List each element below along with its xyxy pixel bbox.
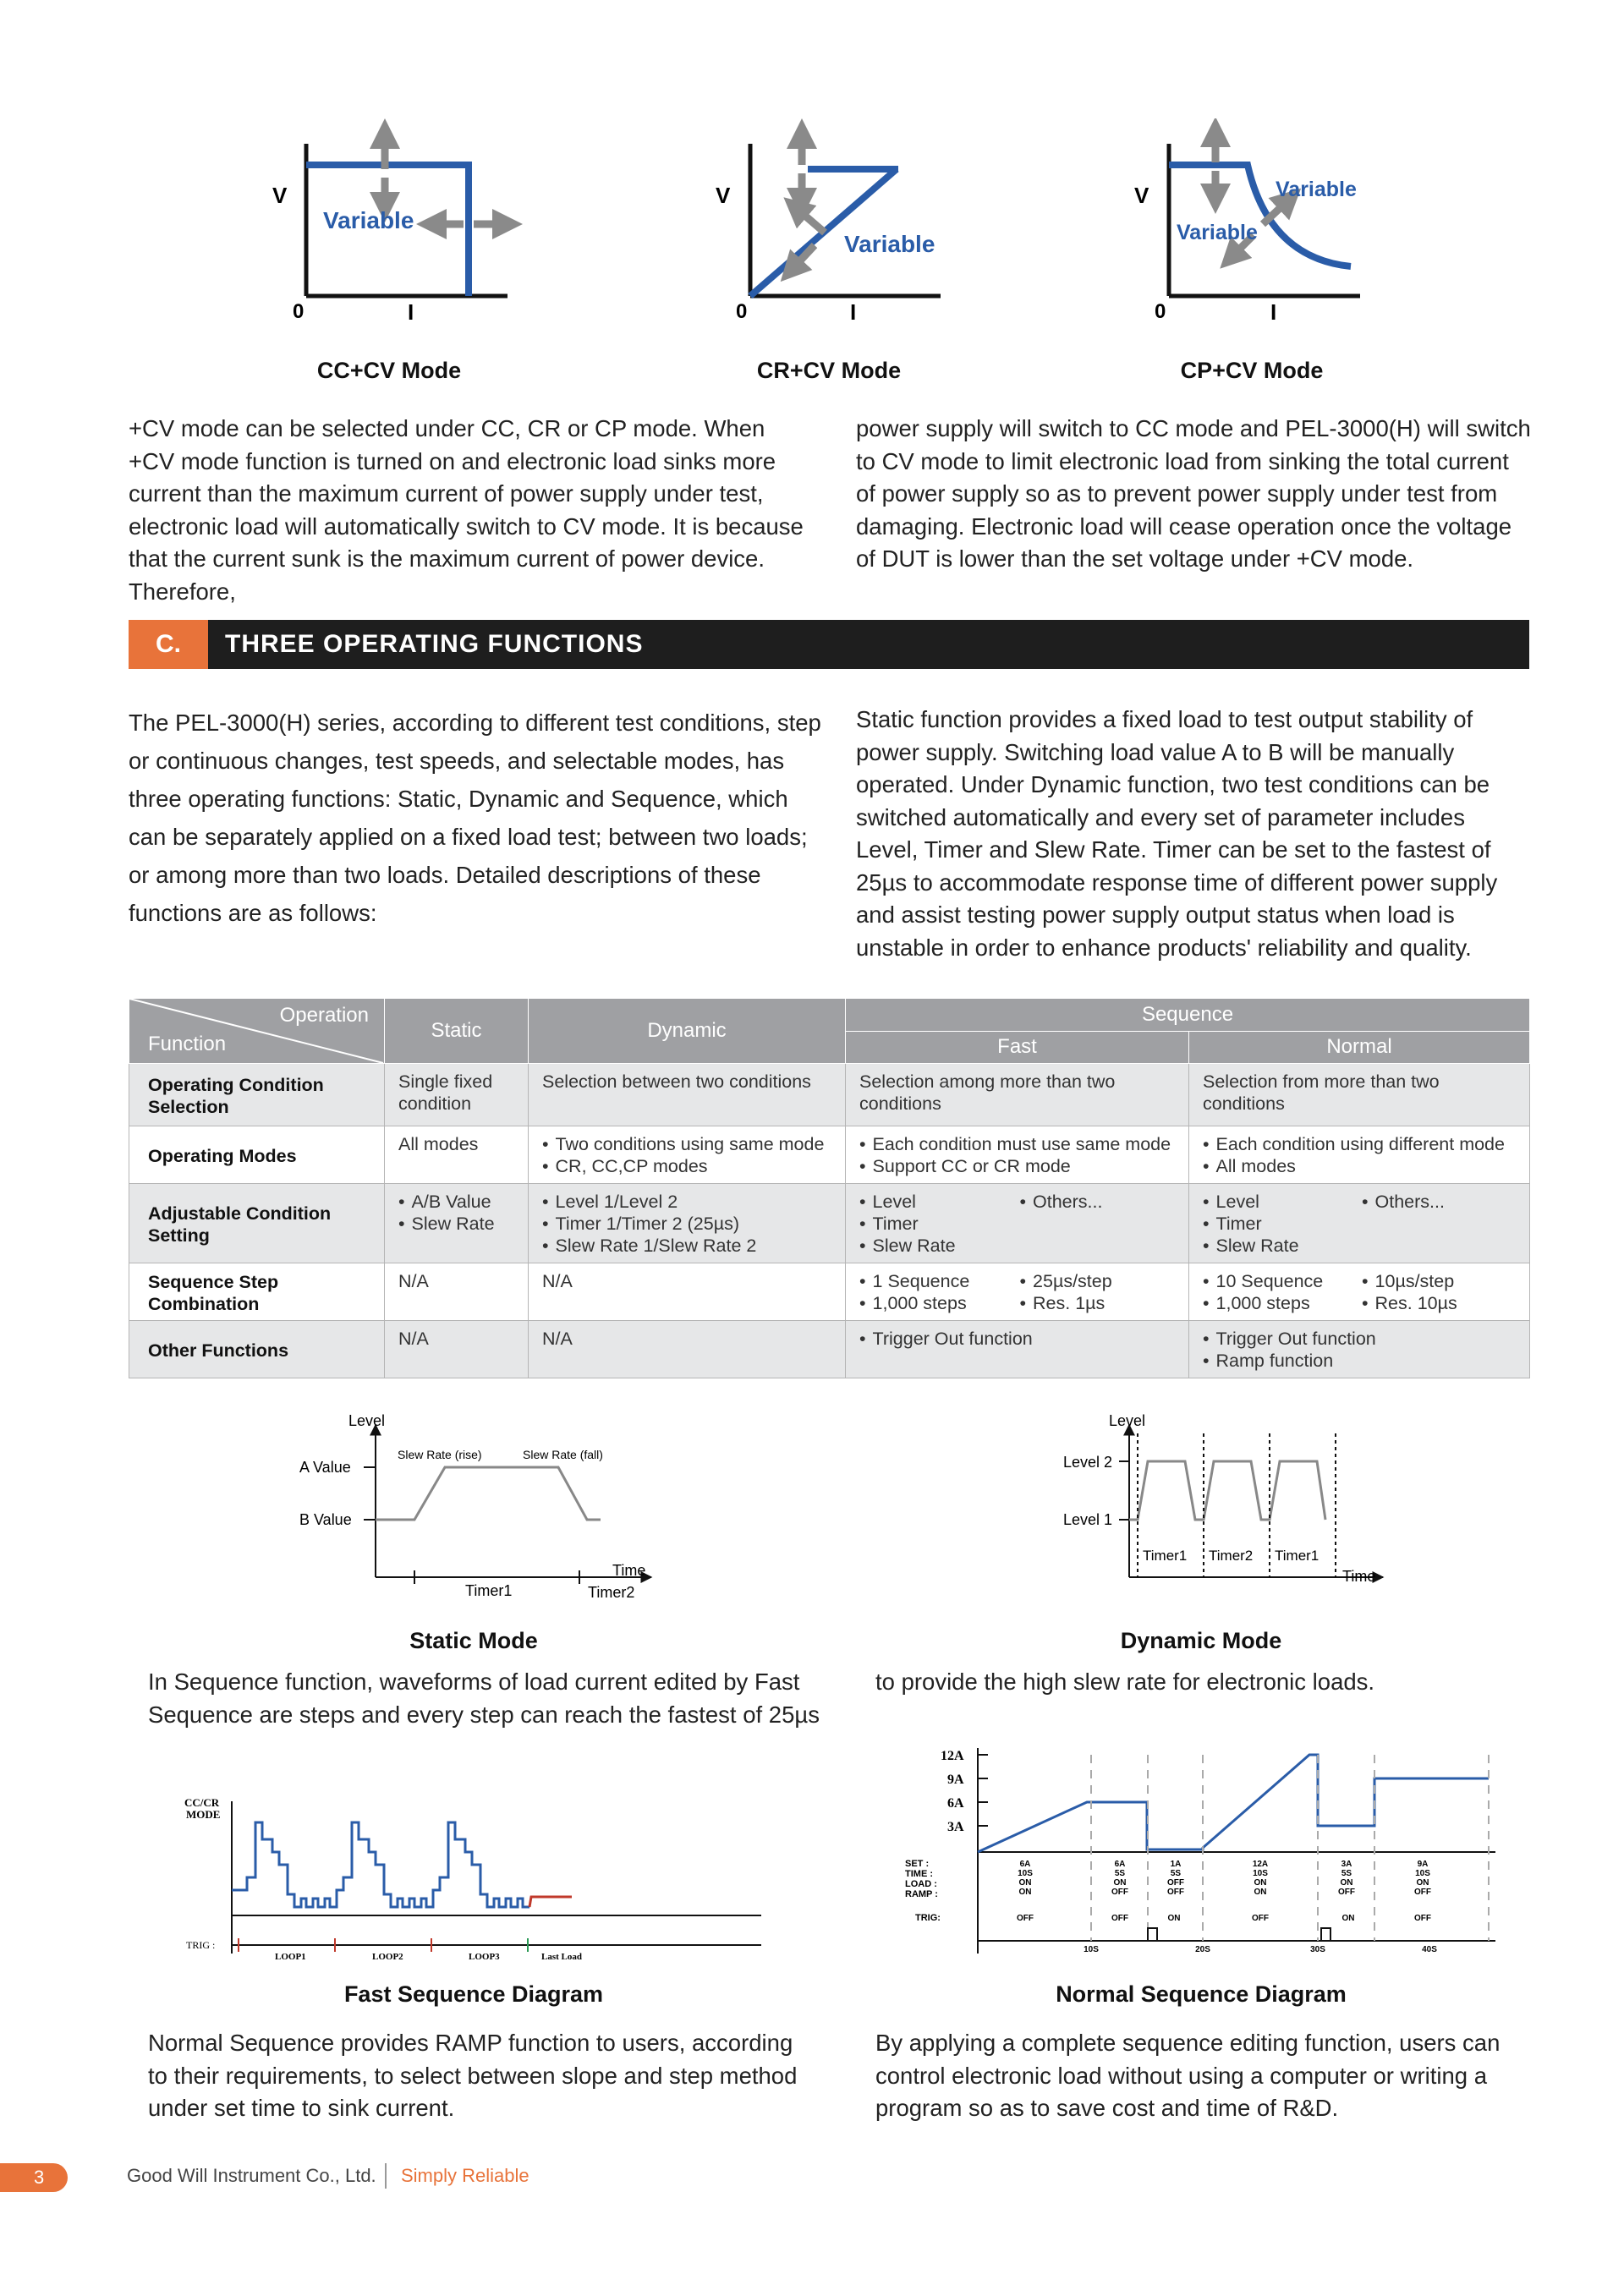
row-function-label: Operating Condition Selection — [129, 1064, 385, 1126]
cell-normal — [1189, 1184, 1530, 1263]
cell-dynamic — [529, 1126, 846, 1184]
cell-normal: Selection from more than two conditions — [1189, 1064, 1530, 1126]
list-item: • CR, CC,CP modes — [542, 1155, 837, 1177]
list-item: • Support CC or CR mode — [859, 1155, 1180, 1177]
cell-fast — [846, 1321, 1189, 1378]
closing-text-left-body: Normal Sequence provides RAMP function to users, according to their requirements, to select between slope and step method under set time to sink current. — [148, 2030, 798, 2121]
level2-label: Level 2 — [1063, 1454, 1113, 1471]
row-label: RAMP : — [905, 1889, 938, 1899]
cell-normal — [1189, 1263, 1530, 1321]
list-item: • All modes — [1203, 1155, 1521, 1177]
functions-text-right — [856, 704, 1533, 964]
dynamic-mode-title: Dynamic Mode — [1120, 1628, 1282, 1653]
list-item: • Others... — [1362, 1191, 1521, 1213]
time-axis-label: Time — [612, 1562, 646, 1579]
timer-label: Timer2 — [1209, 1548, 1254, 1564]
list-item: • 25µs/step — [1020, 1270, 1181, 1292]
row-function-label: Sequence Step Combination — [129, 1263, 385, 1321]
seq-cell: 6A — [1114, 1860, 1126, 1869]
seq-cell: OFF — [1338, 1888, 1355, 1897]
loop-label: LOOP3 — [469, 1952, 500, 1962]
seq-cell: 3A — [1341, 1860, 1352, 1869]
i-axis-label: I — [850, 299, 857, 325]
function-comparison-table — [129, 998, 1530, 1378]
row-label: SET : — [905, 1859, 930, 1869]
row-function-label: Operating Modes — [129, 1126, 385, 1184]
level-axis-label: Level — [1109, 1412, 1146, 1429]
list-item: • Slew Rate — [398, 1213, 519, 1235]
i-axis-label: I — [408, 299, 414, 325]
list-item: • Res. 1µs — [1020, 1292, 1181, 1314]
footer-tagline: Simply Reliable — [401, 2165, 529, 2186]
mode-label: CC/CR — [184, 1796, 220, 1809]
cv-text-left — [129, 413, 814, 608]
corner-operation-label: Operation — [279, 1004, 369, 1027]
list-item: • Ramp function — [1203, 1350, 1521, 1372]
col-header-normal: Normal — [1189, 1031, 1530, 1064]
trig-label: TRIG : — [186, 1939, 216, 1951]
section-header — [129, 620, 1529, 669]
list-item: • Timer 1/Timer 2 (25µs) — [542, 1213, 837, 1235]
list-item: • A/B Value — [398, 1191, 519, 1213]
cr-cv-mode-title: CR+CV Mode — [756, 358, 902, 383]
cell-fast — [846, 1263, 1189, 1321]
list-item: • Two conditions using same mode — [542, 1133, 837, 1155]
level1-label: Level 1 — [1063, 1511, 1113, 1528]
static-mode-title: Static Mode — [409, 1628, 538, 1653]
list-item: • Each condition using different mode — [1203, 1133, 1521, 1155]
cell-static: Single fixed condition — [385, 1064, 529, 1126]
table-row — [129, 1064, 1530, 1126]
v-axis-label: V — [272, 183, 288, 208]
fast-sequence-title: Fast Sequence Diagram — [343, 1981, 604, 2007]
sequence-text-right — [875, 1666, 1535, 1699]
normal-sequence-diagram — [897, 1738, 1506, 1958]
slew-rise-label: Slew Rate (rise) — [398, 1448, 482, 1461]
list-item: • Timer — [859, 1213, 1020, 1235]
footer-company: Good Will Instrument Co., Ltd. — [127, 2165, 376, 2186]
table-row — [129, 1263, 1530, 1321]
dynamic-mode-diagram — [1011, 1408, 1400, 1603]
cv-text-left-body: +CV mode can be selected under CC, CR or CP mode. When +CV mode function is turned on and electronic load sinks more current than the maximum current of power supply under test, electronic load will automatically switch to CV mode. It is because that the current sunk is the maximum current of power device. Therefore, — [129, 415, 804, 605]
b-value-label: B Value — [299, 1511, 352, 1528]
variable-label-upper: Variable — [1276, 178, 1357, 201]
seq-cell: OFF — [1111, 1888, 1128, 1897]
static-mode-diagram — [288, 1408, 677, 1603]
sequence-text-left — [148, 1666, 825, 1731]
list-item: • Res. 10µs — [1362, 1292, 1521, 1314]
list-item: • 10 Sequence — [1203, 1270, 1362, 1292]
functions-text-left-body: The PEL-3000(H) series, according to different test conditions, step or continuous changes, test speeds, and selectable modes, has three operating functions: Static, Dynamic and Sequence, which can be separately applied on a fixed load test; between two loads; or among more than two loads. Detailed descriptions of these functions are as follows: — [129, 710, 821, 926]
row-label: TRIG: — [915, 1913, 941, 1923]
list-item: • Level — [859, 1191, 1020, 1213]
table-row — [129, 1126, 1530, 1184]
footer-divider — [385, 2163, 387, 2189]
y-tick: 6A — [947, 1796, 964, 1811]
x-tick: 30S — [1310, 1945, 1325, 1954]
timer-label: Timer1 — [1143, 1548, 1188, 1564]
seq-cell: 5S — [1170, 1869, 1182, 1878]
seq-cell: OFF — [1167, 1888, 1184, 1897]
cell-fast — [846, 1184, 1189, 1263]
col-header-static: Static — [385, 999, 529, 1064]
timer2-label: Timer2 — [588, 1584, 635, 1601]
corner-function-label: Function — [148, 1033, 227, 1055]
cp-cv-mode-title: CP+CV Mode — [1180, 358, 1324, 383]
list-item: • Level — [1203, 1191, 1362, 1213]
cv-text-right — [856, 413, 1533, 576]
row-label: TIME : — [905, 1869, 933, 1879]
seq-cell: 10S — [1018, 1869, 1033, 1878]
cell-dynamic: N/A — [529, 1263, 846, 1321]
seq-cell: 9A — [1417, 1860, 1429, 1869]
cell-static: N/A — [385, 1321, 529, 1378]
seq-cell: ON — [1254, 1888, 1267, 1897]
slew-fall-label: Slew Rate (fall) — [523, 1448, 603, 1461]
list-item: • Each condition must use same mode — [859, 1133, 1180, 1155]
cell-static — [385, 1184, 529, 1263]
seq-cell: OFF — [1414, 1914, 1431, 1923]
cell-fast — [846, 1126, 1189, 1184]
fast-sequence-diagram — [178, 1784, 787, 1962]
list-item: • Slew Rate 1/Slew Rate 2 — [542, 1235, 837, 1257]
cell-static: N/A — [385, 1263, 529, 1321]
closing-text-right — [875, 2027, 1535, 2125]
list-item: • Trigger Out function — [1203, 1328, 1521, 1350]
sequence-text-right-body: to provide the high slew rate for electronic loads. — [875, 1669, 1375, 1695]
seq-cell: OFF — [1111, 1914, 1128, 1923]
section-title: THREE OPERATING FUNCTIONS — [225, 630, 644, 658]
list-item: • Slew Rate — [859, 1235, 1020, 1257]
a-value-label: A Value — [299, 1459, 351, 1476]
list-item: • 1 Sequence — [859, 1270, 1020, 1292]
seq-cell: OFF — [1252, 1914, 1269, 1923]
functions-text-left — [129, 704, 831, 932]
loop-label: Last Load — [541, 1952, 582, 1962]
x-tick: 40S — [1422, 1945, 1437, 1954]
page-number: 3 — [0, 2163, 68, 2192]
seq-cell: 6A — [1019, 1860, 1031, 1869]
y-tick: 9A — [947, 1773, 964, 1787]
time-axis-label: Time — [1342, 1568, 1376, 1585]
x-tick: 10S — [1084, 1945, 1099, 1954]
variable-label-lower: Variable — [1177, 221, 1258, 244]
col-header-fast: Fast — [846, 1031, 1189, 1064]
list-item: • Slew Rate — [1203, 1235, 1362, 1257]
sequence-text-left-body: In Sequence function, waveforms of load current edited by Fast Sequence are steps and every step can reach the fastest of 25µs — [148, 1669, 820, 1728]
v-axis-label: V — [716, 183, 731, 208]
seq-cell: 10S — [1253, 1869, 1268, 1878]
variable-label: Variable — [323, 207, 414, 233]
timer-label: Timer1 — [1275, 1548, 1320, 1564]
seq-cell: ON — [1416, 1878, 1429, 1888]
seq-cell: 5S — [1114, 1869, 1126, 1878]
cc-cv-mode-title: CC+CV Mode — [316, 358, 462, 383]
section-letter: C. — [129, 620, 208, 669]
origin-label: 0 — [293, 300, 304, 323]
row-function-label: Other Functions — [129, 1321, 385, 1378]
list-item: • 1,000 steps — [1203, 1292, 1362, 1314]
loop-label: LOOP1 — [275, 1952, 306, 1962]
seq-cell: ON — [1340, 1878, 1353, 1888]
seq-cell: ON — [1113, 1878, 1127, 1888]
cv-text-right-body: power supply will switch to CC mode and PEL-3000(H) will switch to CV mode to limit electronic load from sinking the total current of power supply so as to prevent power supply under test from damaging. Electronic load will cease operation once the voltage of DUT is lower than the set voltage under +CV mode. — [856, 415, 1531, 572]
table-row — [129, 1321, 1530, 1378]
i-axis-label: I — [1270, 299, 1277, 325]
cell-normal — [1189, 1126, 1530, 1184]
seq-cell: OFF — [1167, 1878, 1184, 1888]
seq-cell: ON — [1018, 1878, 1032, 1888]
x-tick: 20S — [1195, 1945, 1210, 1954]
seq-cell: 10S — [1415, 1869, 1430, 1878]
origin-label: 0 — [1155, 300, 1166, 323]
seq-cell: OFF — [1414, 1888, 1431, 1897]
cell-dynamic — [529, 1184, 846, 1263]
functions-text-right-body: Static function provides a fixed load to test output stability of power supply. Switching load value A to B will be manually operated. Under Dynamic function, two test conditions can be switched automatically and every set of parameter includes Level, Timer and Slew Rate. Timer can be set to the fastest of 25µs to accommodate response time of different power supply and assist testing power supply output status when load is unstable in order to enhance products' reliability and quality. — [856, 706, 1498, 961]
cp-cv-mode-diagram — [1121, 118, 1391, 338]
seq-cell: ON — [1167, 1914, 1181, 1923]
col-header-dynamic: Dynamic — [529, 999, 846, 1064]
closing-text-right-body: By applying a complete sequence editing function, users can control electronic load without using a computer or writing a program so as to save cost and time of R&D. — [875, 2030, 1501, 2121]
list-item: • Level 1/Level 2 — [542, 1191, 837, 1213]
col-header-sequence: Sequence — [846, 999, 1530, 1032]
mode-label: MODE — [186, 1808, 221, 1821]
table-corner-header — [129, 999, 385, 1064]
loop-label: LOOP2 — [372, 1952, 403, 1962]
seq-cell: 5S — [1341, 1869, 1352, 1878]
cell-fast: Selection among more than two conditions — [846, 1064, 1189, 1126]
timer1-label: Timer1 — [465, 1582, 513, 1599]
y-tick: 12A — [941, 1749, 964, 1763]
cell-normal — [1189, 1321, 1530, 1378]
seq-cell: ON — [1018, 1888, 1032, 1897]
list-item: • Trigger Out function — [859, 1328, 1180, 1350]
cr-cv-mode-diagram — [702, 118, 973, 338]
v-axis-label: V — [1134, 183, 1149, 208]
list-item: • Timer — [1203, 1213, 1362, 1235]
cell-static: All modes — [385, 1126, 529, 1184]
seq-cell: ON — [1341, 1914, 1355, 1923]
list-item: • 1,000 steps — [859, 1292, 1020, 1314]
seq-cell: ON — [1254, 1878, 1267, 1888]
cc-cv-mode-diagram — [254, 118, 524, 338]
cell-dynamic: Selection between two conditions — [529, 1064, 846, 1126]
variable-label: Variable — [844, 231, 935, 257]
y-tick: 3A — [947, 1820, 964, 1834]
row-function-label: Adjustable Condition Setting — [129, 1184, 385, 1263]
list-item: • 10µs/step — [1362, 1270, 1521, 1292]
row-label: LOAD : — [905, 1879, 937, 1889]
seq-cell: 12A — [1252, 1860, 1269, 1869]
closing-text-left — [148, 2027, 816, 2125]
cell-dynamic: N/A — [529, 1321, 846, 1378]
list-item: • Others... — [1020, 1191, 1181, 1213]
table-row — [129, 1184, 1530, 1263]
normal-sequence-title: Normal Sequence Diagram — [1056, 1981, 1347, 2007]
level-axis-label: Level — [348, 1412, 386, 1429]
origin-label: 0 — [736, 300, 748, 323]
seq-cell: OFF — [1017, 1914, 1034, 1923]
seq-cell: 1A — [1170, 1860, 1182, 1869]
